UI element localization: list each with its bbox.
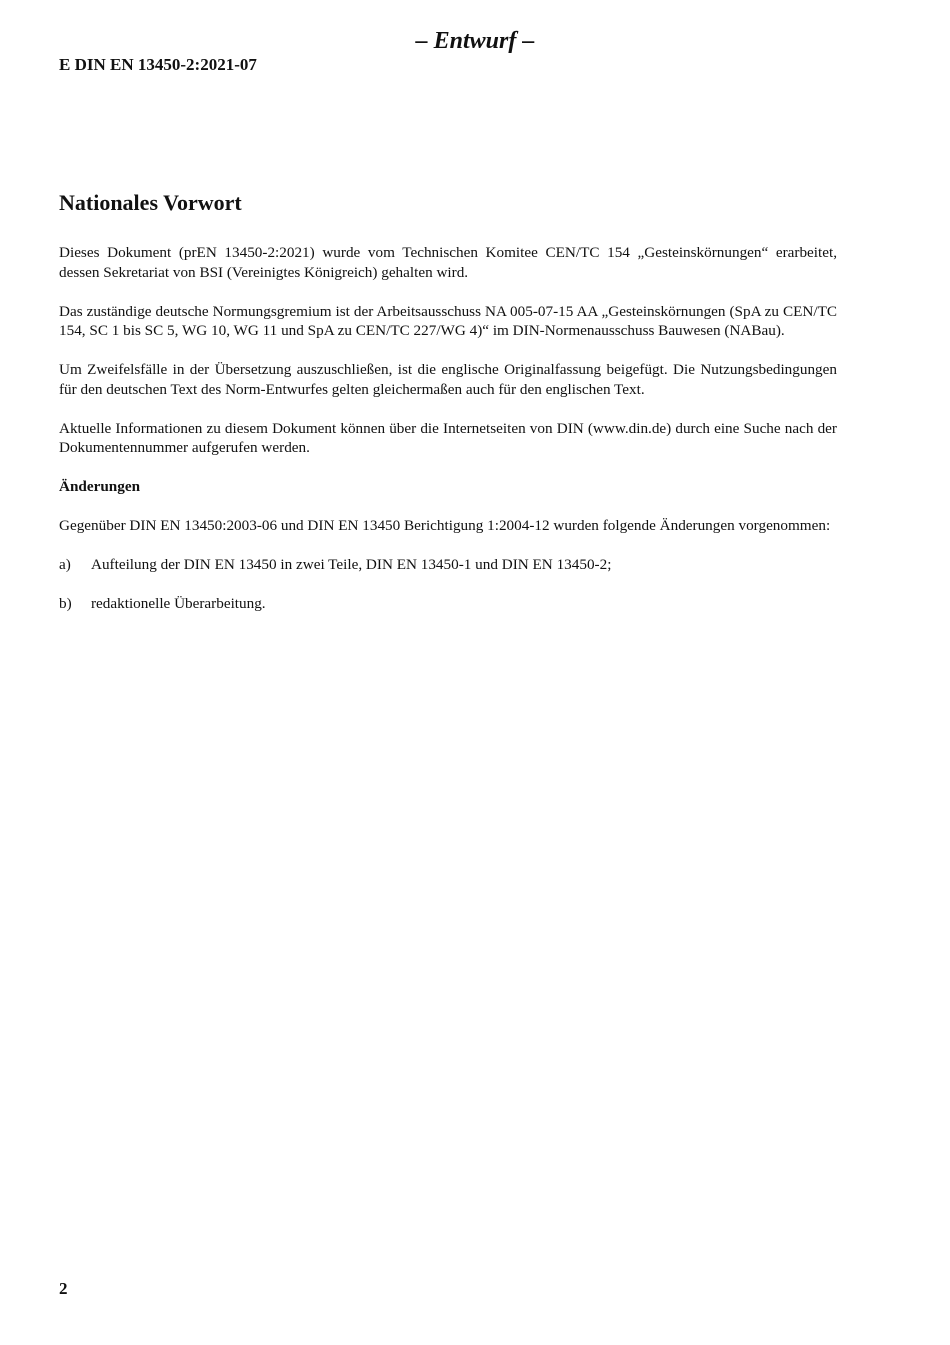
list-item-text: Aufteilung der DIN EN 13450 in zwei Teile, DIN EN 13450-1 und DIN EN 13450-2; (91, 556, 612, 573)
list-marker: a) (59, 556, 71, 573)
list-item (59, 594, 837, 614)
paragraph-information: Aktuelle Informationen zu diesem Dokument können über die Internetseiten von DIN (www.din.de) durch eine Suche nach der Dokumentennummer aufgerufen werden. (59, 419, 837, 456)
document-id: E DIN EN 13450-2:2021-07 (59, 55, 257, 74)
draft-watermark: – Entwurf – (415, 28, 535, 54)
paragraph-german-committee: Das zuständige deutsche Normungsgremium ist der Arbeitsausschuss NA 005-07-15 AA „Gesteinskörnungen (SpA zu CEN/TC 154, SC 1 bis SC 5, WG 10, WG 11 und SpA zu CEN/TC 227/WG 4)“ im DIN-Normenausschuss Bauwesen (NABau). (59, 302, 837, 339)
main-content (59, 189, 837, 633)
page-number: 2 (59, 1279, 68, 1298)
list-item (59, 555, 837, 575)
changes-intro: Gegenüber DIN EN 13450:2003-06 und DIN EN 13450 Berichtigung 1:2004-12 wurden folgende Änderungen vorgenommen: (59, 517, 831, 534)
changes-heading: Änderungen (59, 478, 141, 495)
list-item-text: redaktionelle Überarbeitung. (91, 595, 266, 612)
section-title: Nationales Vorwort (59, 190, 242, 215)
paragraph-committee: Dieses Dokument (prEN 13450-2:2021) wurde vom Technischen Komitee CEN/TC 154 „Gesteinskörnungen“ erarbeitet, dessen Sekretariat von BSI (Vereinigtes Königreich) gehalten wird. (59, 244, 837, 281)
paragraph-translation: Um Zweifelsfälle in der Übersetzung auszuschließen, ist die englische Originalfassung beigefügt. Die Nutzungsbedingungen für den deutschen Text des Norm-Entwurfes gelten gleichermaßen auch für den englischen Text. (59, 361, 837, 398)
list-marker: b) (59, 595, 72, 612)
